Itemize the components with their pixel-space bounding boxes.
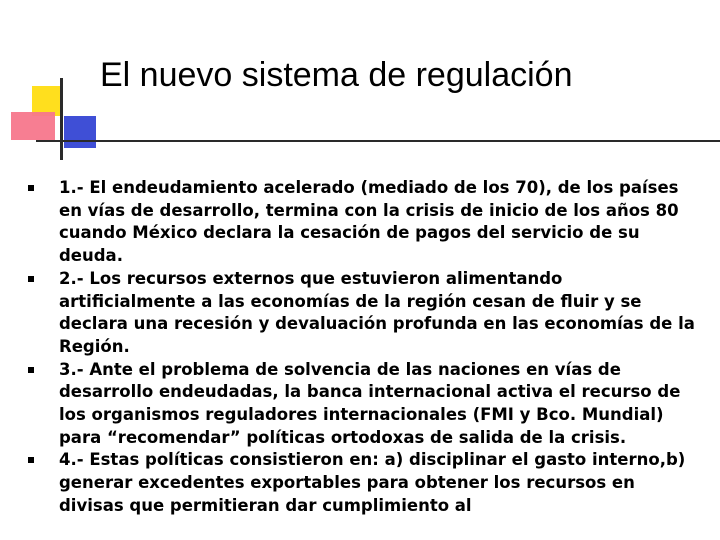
blue-square-decoration — [64, 116, 96, 148]
bullet-list — [24, 177, 704, 518]
square-bullet-icon — [28, 185, 34, 191]
red-square-decoration — [11, 112, 55, 140]
list-item — [24, 177, 704, 268]
vertical-rule — [60, 78, 63, 160]
horizontal-rule — [36, 140, 720, 142]
list-item — [24, 359, 704, 450]
list-item — [24, 449, 704, 517]
list-item-text: 4.- Estas políticas consistieron en: a) disciplinar el gasto interno,b) generar excedentes exportables para obtener los recursos en divisas que permitieran dar cumplimiento al — [59, 450, 686, 515]
list-item — [24, 268, 704, 359]
slide-title: El nuevo sistema de regulación — [100, 56, 573, 94]
square-bullet-icon — [28, 457, 34, 463]
list-item-text: 2.- Los recursos externos que estuvieron alimentando artificialmente a las economías de la región cesan de fluir y se declara una recesión y devaluación profunda en las economías de la Región. — [59, 268, 695, 356]
list-item-text: 1.- El endeudamiento acelerado (mediado de los 70), de los países en vías de desarrollo, termina con la crisis de inicio de los años 80 cuando México declara la cesación de pagos del servicio de su deuda. — [59, 178, 679, 266]
list-item-text: 3.- Ante el problema de solvencia de las naciones en vías de desarrollo endeudadas, la banca internacional activa el recurso de los organismos reguladores internacionales (FMI y Bco. Mundial) para “recomendar” políticas ortodoxas de salida de la crisis. — [59, 359, 681, 447]
square-bullet-icon — [28, 276, 34, 282]
square-bullet-icon — [28, 367, 34, 373]
